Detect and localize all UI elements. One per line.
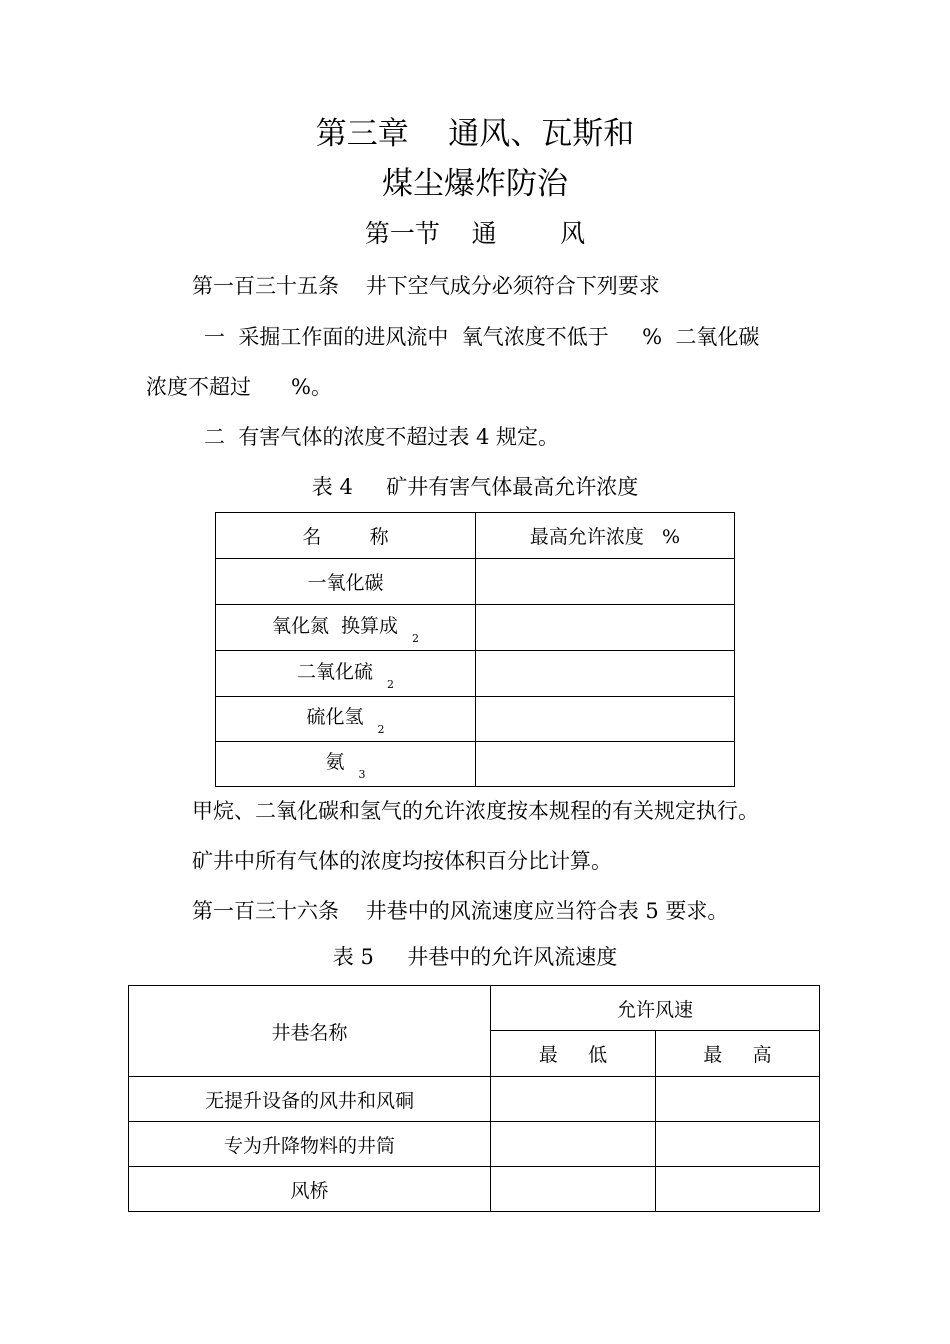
- table5-header-speed: 允许风速: [491, 986, 820, 1031]
- table5-header-max: 最 高: [656, 1031, 820, 1077]
- table-row: [216, 559, 735, 605]
- table-row: [129, 1077, 820, 1122]
- article-135-item2: 二 有害气体的浓度不超过表 4 规定。: [204, 425, 560, 449]
- article-135-item1-line2: 浓度不超过 %。: [146, 375, 333, 399]
- chapter-title-line2: 煤尘爆炸防治: [382, 166, 568, 202]
- table4-caption: 表 4 矿井有害气体最高允许浓度: [311, 475, 639, 499]
- table5: [128, 985, 820, 1212]
- table-row: [216, 651, 735, 697]
- table5-min-cell: [491, 1122, 656, 1167]
- table4-gas-name: 二氧化硫$_2$: [216, 651, 476, 697]
- table5-min-cell: [491, 1167, 656, 1212]
- article-135-item1-line1: 一 采掘工作面的进风流中 氧气浓度不低于 % 二氧化碳: [204, 325, 760, 349]
- subscript: 3: [358, 768, 366, 781]
- table5-max-cell: [656, 1122, 820, 1167]
- table5-header-min: 最 低: [491, 1031, 656, 1077]
- table4-gas-name: 氨$_3$: [216, 742, 476, 787]
- table4-gas-name: 氧化氮 换算成$_2$: [216, 605, 476, 651]
- table4: [215, 512, 735, 787]
- table5-shaft-name: 无提升设备的风井和风硐: [129, 1077, 491, 1122]
- subscript: 2: [387, 677, 394, 691]
- table4-gas-name: 硫化氢$_2$: [216, 697, 476, 742]
- article-135-title: 第一百三十五条 井下空气成分必须符合下列要求: [192, 274, 660, 298]
- table-row: [129, 1167, 820, 1212]
- table-row: [216, 742, 735, 787]
- paragraph-volume: 矿井中所有气体的浓度均按体积百分比计算。: [192, 849, 612, 873]
- table5-shaft-name: 专为升降物料的井筒: [129, 1122, 491, 1167]
- table5-max-cell: [656, 1167, 820, 1212]
- table5-max-cell: [656, 1077, 820, 1122]
- table5-header-row: [129, 986, 820, 1031]
- table4-header-row: [216, 513, 735, 559]
- table5-shaft-name: 风桥: [129, 1167, 491, 1212]
- subscript: 2: [377, 723, 385, 736]
- paragraph-methane: 甲烷、二氧化碳和氢气的允许浓度按本规程的有关规定执行。: [192, 799, 759, 823]
- table4-gas-name: 一氧化碳: [216, 559, 476, 605]
- section-title: 第一节 通 风: [364, 219, 586, 248]
- table4-value-cell: [476, 742, 735, 787]
- table-row: [129, 1122, 820, 1167]
- table5-header-name: 井巷名称: [129, 986, 491, 1077]
- table4-value-cell: [476, 697, 735, 742]
- table5-min-cell: [491, 1077, 656, 1122]
- table4-header-concentration: 最高允许浓度 %: [476, 513, 735, 559]
- table-row: [216, 605, 735, 651]
- table5-caption: 表 5 井巷中的允许风流速度: [332, 945, 618, 969]
- subscript: 2: [412, 631, 420, 645]
- table4-value-cell: [476, 651, 735, 697]
- chapter-title-line1: 第三章 通风、瓦斯和: [315, 116, 635, 152]
- table4-header-name: 名 称: [216, 513, 476, 559]
- article-136-title: 第一百三十六条 井巷中的风流速度应当符合表 5 要求。: [192, 899, 729, 923]
- table-row: [216, 697, 735, 742]
- table4-value-cell: [476, 605, 735, 651]
- table4-value-cell: [476, 559, 735, 605]
